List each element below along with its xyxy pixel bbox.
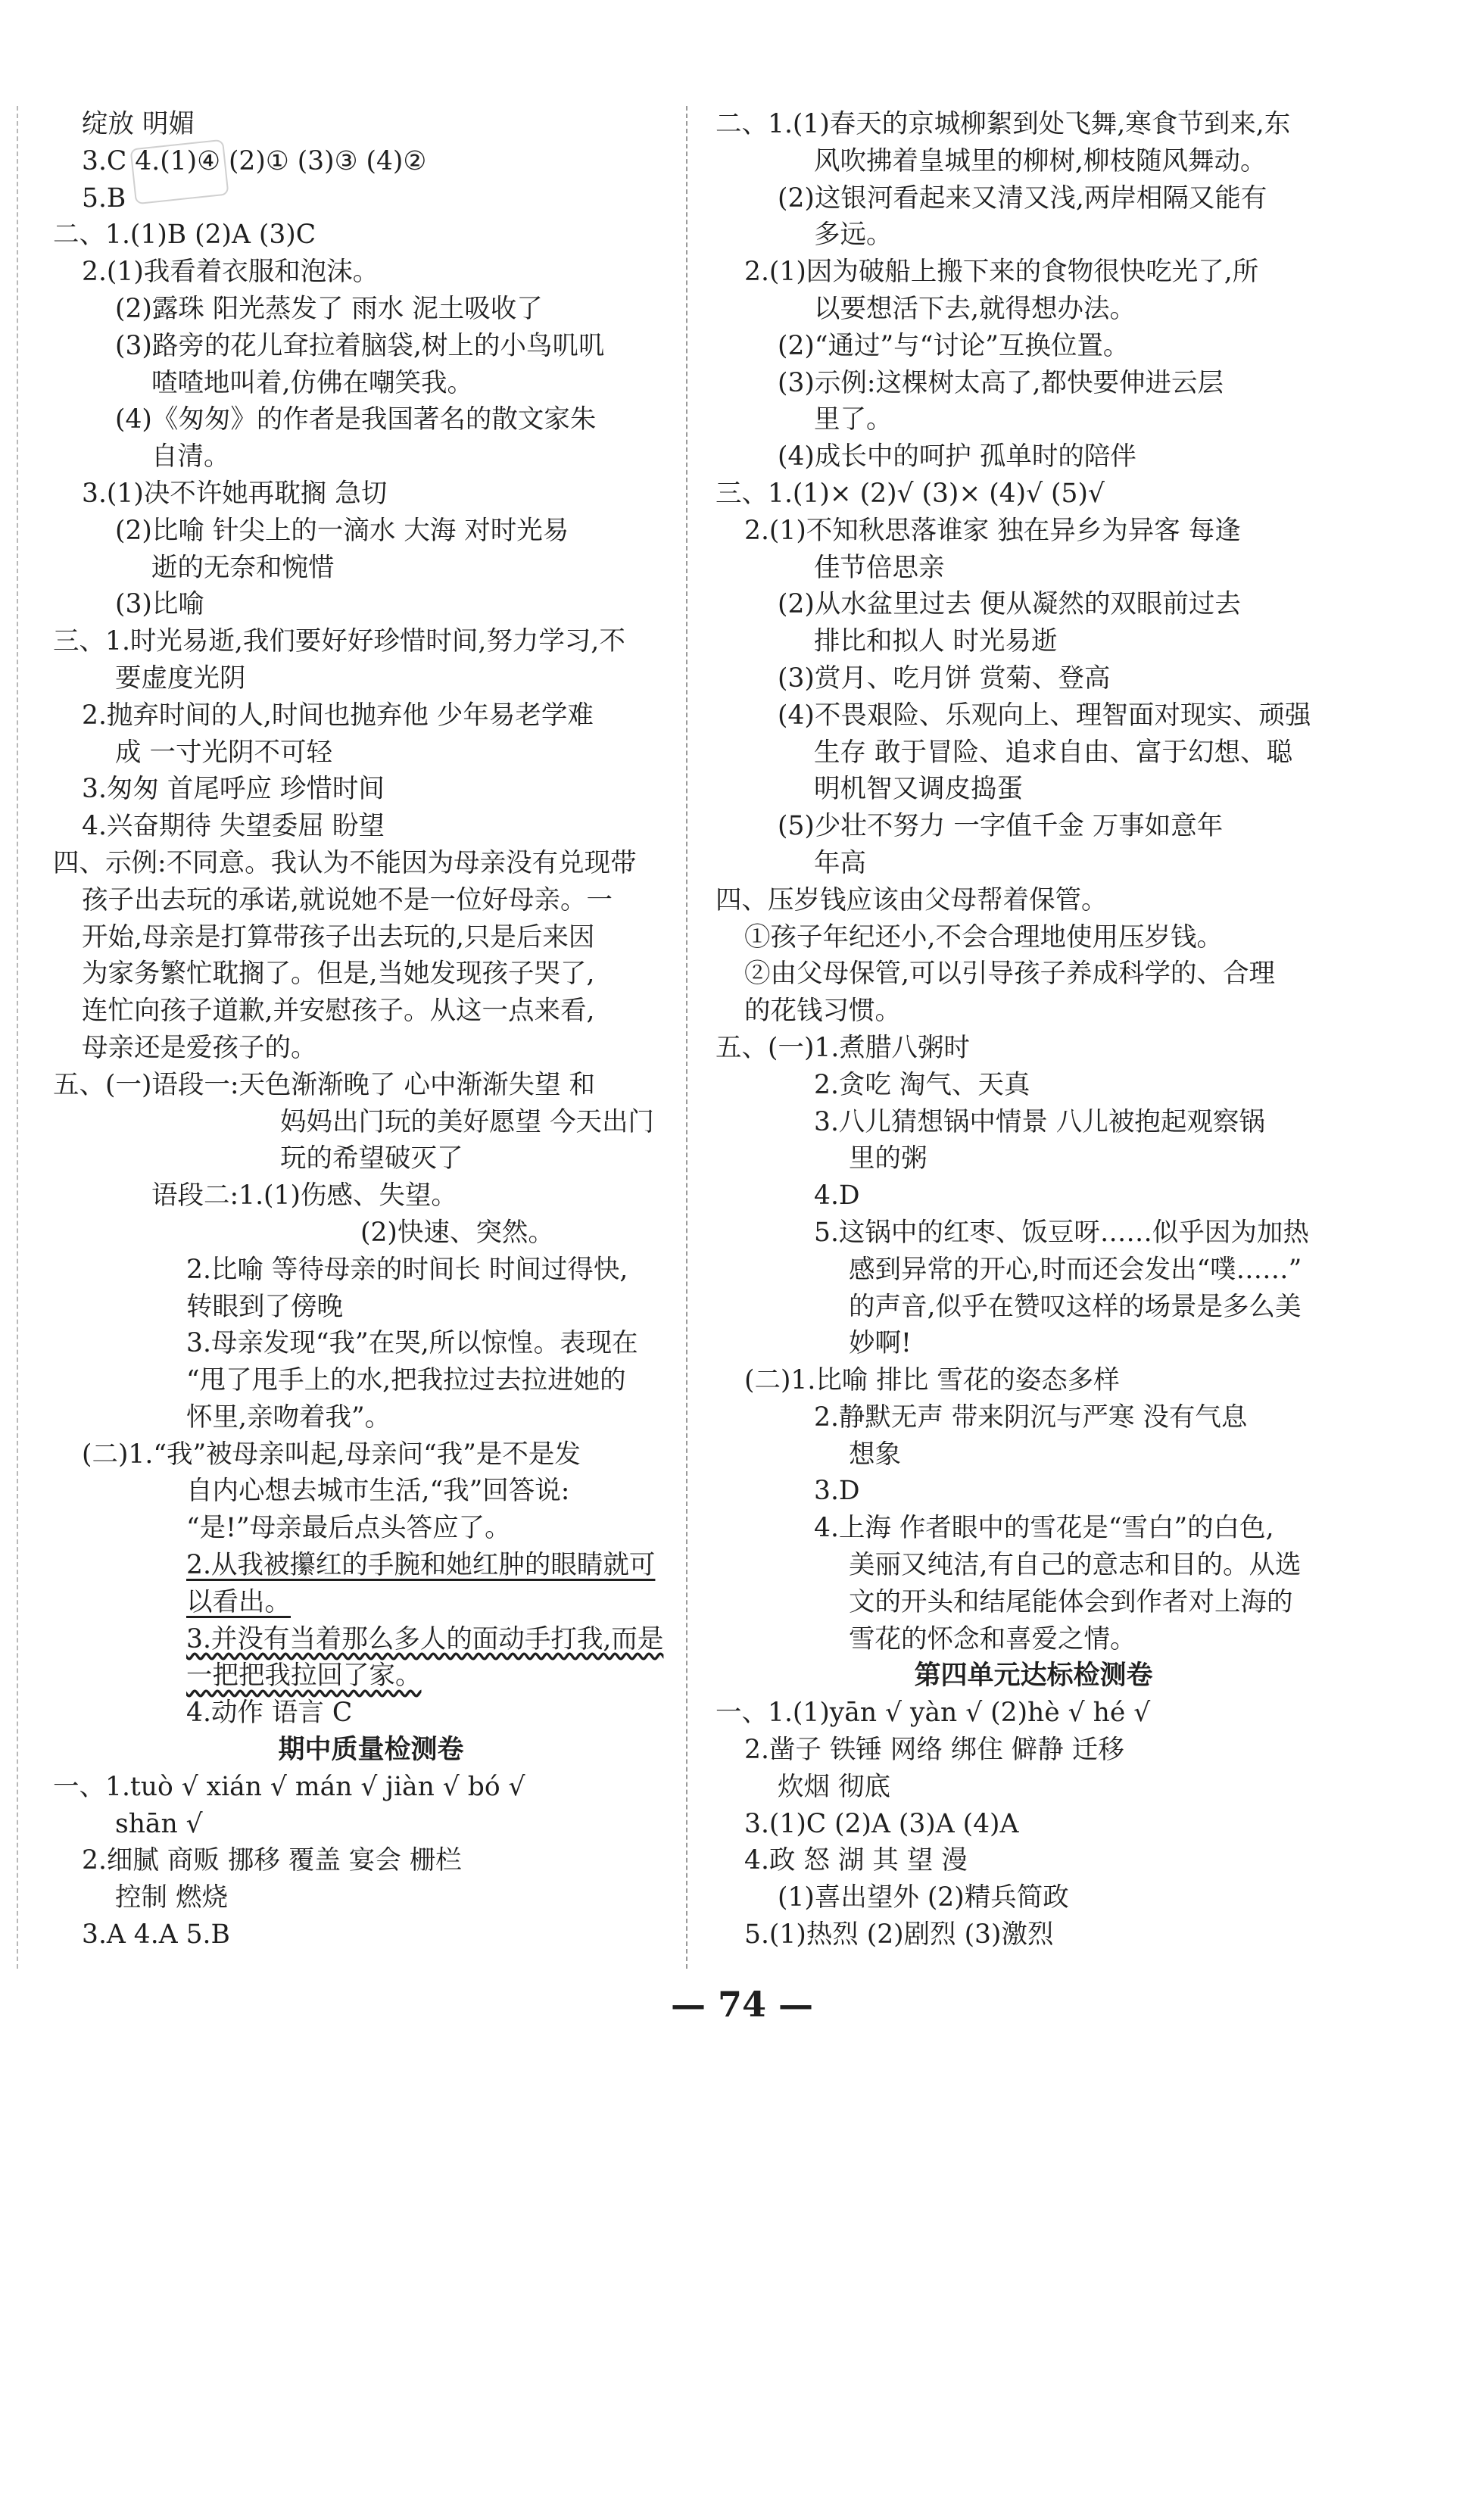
answer-line: 排比和拟人 时光易逝 bbox=[814, 626, 1058, 657]
answer-line: (3)示例:这棵树太高了,都快要伸进云层 bbox=[778, 367, 1224, 398]
answer-line: 一、1.tuò √ xián √ mán √ jiàn √ bó √ bbox=[53, 1771, 525, 1802]
answer-line: 三、1.(1)× (2)√ (3)× (4)√ (5)√ bbox=[716, 478, 1105, 509]
answer-line: (3)赏月、吃月饼 赏菊、登高 bbox=[778, 663, 1111, 694]
answer-line: 佳节倍思亲 bbox=[814, 552, 945, 583]
answer-line: 美丽又纯洁,有自己的意志和目的。从选 bbox=[849, 1550, 1302, 1581]
answer-line: 3.(1)C (2)A (3)A (4)A bbox=[744, 1808, 1019, 1839]
answer-line: 喳喳地叫着,仿佛在嘲笑我。 bbox=[151, 367, 473, 398]
answer-line: 2.比喻 等待母亲的时间长 时间过得快, bbox=[186, 1254, 628, 1285]
answer-line: 五、(一)1.煮腊八粥时 bbox=[716, 1032, 970, 1063]
answer-line: (2)比喻 针尖上的一滴水 大海 对时光易 bbox=[115, 515, 569, 546]
right-column bbox=[716, 106, 1352, 1954]
answer-line: 四、示例:不同意。我认为不能因为母亲没有兑现带 bbox=[53, 847, 637, 878]
answer-line: 2.(1)不知秋思落谁家 独在异乡为异客 每逢 bbox=[744, 515, 1241, 546]
answer-line: (3)比喻 bbox=[115, 589, 204, 620]
answer-line: 2.静默无声 带来阴沉与严寒 没有气息 bbox=[814, 1402, 1248, 1433]
answer-line: 感到异常的开心,时而还会发出“噗……” bbox=[849, 1254, 1302, 1285]
answer-line: 的花钱习惯。 bbox=[744, 996, 901, 1027]
answer-line: 语段二:1.(1)伤感、失望。 bbox=[151, 1180, 457, 1211]
answer-line: (1)喜出望外 (2)精兵简政 bbox=[778, 1882, 1069, 1913]
answer-line: 妙啊! bbox=[849, 1328, 912, 1359]
answer-line: 孩子出去玩的承诺,就说她不是一位好母亲。一 bbox=[82, 884, 613, 915]
answer-line: 3.C 4.(1)④ (2)① (3)③ (4)② bbox=[82, 145, 427, 176]
answer-line: 绽放 明媚 bbox=[82, 109, 195, 139]
answer-line: 里了。 bbox=[814, 404, 893, 435]
answer-line: 一、1.(1)yān √ yàn √ (2)hè √ hé √ bbox=[716, 1698, 1151, 1729]
answer-line: 5.(1)热烈 (2)剧烈 (3)激烈 bbox=[744, 1919, 1054, 1951]
answer-line: 二、1.(1)春天的京城柳絮到处飞舞,寒食节到来,东 bbox=[716, 109, 1291, 139]
answer-line: 四、压岁钱应该由父母帮着保管。 bbox=[716, 884, 1108, 915]
answer-line: 4.动作 语言 C bbox=[186, 1698, 353, 1729]
answer-line: 雪花的怀念和喜爱之情。 bbox=[849, 1623, 1136, 1654]
answer-line: 4.上海 作者眼中的雪花是“雪白”的白色, bbox=[814, 1513, 1274, 1544]
answer-line: 5.B bbox=[82, 182, 126, 214]
answer-line: 多远。 bbox=[814, 220, 893, 251]
answer-line: shān √ bbox=[115, 1808, 203, 1839]
answer-line: 2.抛弃时间的人,时间也抛弃他 少年易老学难 bbox=[82, 700, 594, 731]
answer-line: 文的开头和结尾能体会到作者对上海的 bbox=[849, 1586, 1293, 1617]
answer-line: 生存 敢于冒险、追求自由、富于幻想、聪 bbox=[814, 737, 1292, 768]
answer-line: (二)1.“我”被母亲叫起,母亲问“我”是不是发 bbox=[82, 1439, 581, 1470]
answer-line: (3)路旁的花儿耷拉着脑袋,树上的小鸟叽叽 bbox=[115, 330, 605, 361]
section-title: 第四单元达标检测卷 bbox=[914, 1660, 1153, 1692]
answer-line: 开始,母亲是打算带孩子出去玩的,只是后来因 bbox=[82, 921, 595, 953]
answer-line: 控制 燃烧 bbox=[115, 1882, 228, 1913]
answer-line: 2.从我被攥红的手腕和她红肿的眼睛就可 bbox=[186, 1550, 656, 1581]
answer-line: 2.细腻 商贩 挪移 覆盖 宴会 栅栏 bbox=[82, 1845, 462, 1876]
answer-line: 怀里,亲吻着我”。 bbox=[186, 1402, 391, 1433]
answer-line: (5)少壮不努力 一字值千金 万事如意年 bbox=[778, 811, 1224, 842]
answer-line: 年高 bbox=[814, 847, 866, 878]
answer-line: 逝的无奈和惋惜 bbox=[151, 552, 335, 583]
answer-line: (二)1.比喻 排比 雪花的姿态多样 bbox=[744, 1365, 1120, 1396]
answer-line: ②由父母保管,可以引导孩子养成科学的、合理 bbox=[744, 959, 1275, 990]
answer-line: 连忙向孩子道歉,并安慰孩子。从这一点来看, bbox=[82, 996, 595, 1027]
answer-line: 里的粥 bbox=[849, 1143, 928, 1174]
page-number: — 74 — bbox=[670, 1984, 814, 2025]
answer-line: 转眼到了傍晚 bbox=[186, 1291, 343, 1322]
answer-line: 成 一寸光阴不可轻 bbox=[115, 737, 332, 768]
left-edge-rule bbox=[17, 106, 18, 1969]
answer-line: (2)露珠 阳光蒸发了 雨水 泥土吸收了 bbox=[115, 293, 543, 324]
answer-line: 妈妈出门玩的美好愿望 今天出门 bbox=[280, 1106, 654, 1137]
answer-line: 2.(1)我看着衣服和泡沫。 bbox=[82, 257, 379, 288]
answer-line: (4)不畏艰险、乐观向上、理智面对现实、顽强 bbox=[778, 700, 1311, 731]
answer-line: 4.政 怒 湖 其 望 漫 bbox=[744, 1845, 968, 1876]
answer-line: 5.这锅中的红枣、饭豆呀……似乎因为加热 bbox=[814, 1217, 1309, 1248]
answer-line: ①孩子年纪还小,不会合理地使用压岁钱。 bbox=[744, 921, 1223, 953]
answer-line: (2)快速、突然。 bbox=[360, 1217, 554, 1248]
answer-line: 3.(1)决不许她再耽搁 急切 bbox=[82, 478, 388, 509]
watermark-stamp bbox=[129, 139, 229, 205]
answer-line: 4.D bbox=[814, 1180, 860, 1211]
answer-line: 一把把我拉回了家。 bbox=[186, 1660, 422, 1692]
answer-line: 3.八儿猜想锅中情景 八儿被抱起观察锅 bbox=[814, 1106, 1265, 1137]
answer-line: 自清。 bbox=[151, 441, 230, 472]
answer-line: 母亲还是爱孩子的。 bbox=[82, 1032, 317, 1063]
answer-line: 为家务繁忙耽搁了。但是,当她发现孩子哭了, bbox=[82, 959, 595, 990]
answer-line: “甩了甩手上的水,把我拉过去拉进她的 bbox=[186, 1365, 626, 1396]
answer-line: 炊烟 彻底 bbox=[778, 1771, 890, 1802]
answer-line: “是!”母亲最后点头答应了。 bbox=[186, 1513, 511, 1544]
answer-line: (4)成长中的呵护 孤单时的陪伴 bbox=[778, 441, 1136, 472]
answer-line: 风吹拂着皇城里的柳树,柳枝随风舞动。 bbox=[814, 145, 1267, 176]
answer-line: 3.并没有当着那么多人的面动手打我,而是 bbox=[186, 1623, 664, 1654]
answer-line: (2)从水盆里过去 便从凝然的双眼前过去 bbox=[778, 589, 1241, 620]
answer-line: 要虚度光阴 bbox=[115, 663, 246, 694]
answer-line: 明机智又调皮捣蛋 bbox=[814, 774, 1023, 805]
answer-line: (4)《匆匆》的作者是我国著名的散文家朱 bbox=[115, 404, 597, 435]
answer-line: 五、(一)语段一:天色渐渐晚了 心中渐渐失望 和 bbox=[53, 1069, 595, 1100]
answer-line: 3.D bbox=[814, 1476, 860, 1507]
section-title: 期中质量检测卷 bbox=[278, 1735, 464, 1766]
answer-line: 自内心想去城市生活,“我”回答说: bbox=[186, 1476, 570, 1507]
answer-line: (2)这银河看起来又清又浅,两岸相隔又能有 bbox=[778, 182, 1267, 214]
answer-line: 3.A 4.A 5.B bbox=[82, 1919, 230, 1951]
answer-line: 的声音,似乎在赞叹这样的场景是多么美 bbox=[849, 1291, 1302, 1322]
answer-line: 3.匆匆 首尾呼应 珍惜时间 bbox=[82, 774, 385, 805]
answer-line: 三、1.时光易逝,我们要好好珍惜时间,努力学习,不 bbox=[53, 626, 625, 657]
answer-line: 2.(1)因为破船上搬下来的食物很快吃光了,所 bbox=[744, 257, 1259, 288]
answer-line: (2)“通过”与“讨论”互换位置。 bbox=[778, 330, 1130, 361]
answer-line: 2.贪吃 淘气、天真 bbox=[814, 1069, 1030, 1100]
left-column bbox=[53, 106, 689, 1954]
answer-line: 玩的希望破灭了 bbox=[280, 1143, 463, 1174]
answer-line: 想象 bbox=[849, 1439, 901, 1470]
answer-line: 2.凿子 铁锤 网络 绑住 僻静 迁移 bbox=[744, 1735, 1124, 1766]
answer-line: 以要想活下去,就得想办法。 bbox=[814, 293, 1136, 324]
answer-line: 二、1.(1)B (2)A (3)C bbox=[53, 220, 316, 251]
answer-line: 3.母亲发现“我”在哭,所以惊惶。表现在 bbox=[186, 1328, 638, 1359]
answer-line: 以看出。 bbox=[186, 1586, 291, 1617]
answer-line: 4.兴奋期待 失望委屈 盼望 bbox=[82, 811, 385, 842]
